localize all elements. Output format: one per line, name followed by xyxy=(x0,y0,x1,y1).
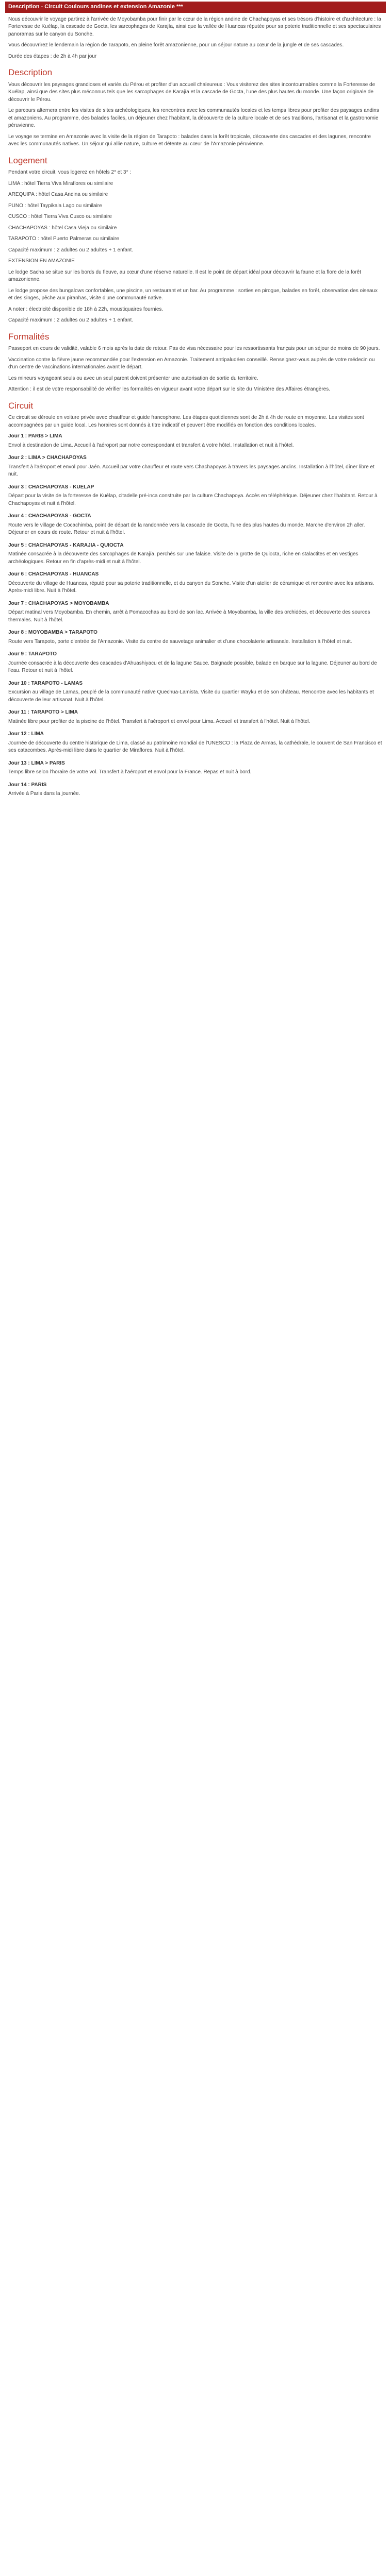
section-title-circuit: Circuit xyxy=(8,400,34,411)
itinerary-day-title: Jour 11 : TARAPOTO > LIMA xyxy=(8,709,78,715)
circuit-intro: Ce circuit se déroule en voiture privée avec chauffeur et guide francophone. Les étapes quotidiennes sont de 2h à 4h de route en moyenne. Les visites sont accompagnées par un guide local. Les horaires sont donnés à titre indicatif et peuvent être modifiés en fonction des conditions locales. xyxy=(8,415,364,428)
intro-block xyxy=(8,16,383,61)
extension-paragraph: Capacité maximum : 2 adultes ou 2 adultes + 1 enfant. xyxy=(8,317,134,324)
itinerary-day xyxy=(8,680,383,704)
logement-paragraph: AREQUIPA : hôtel Casa Andina ou similaire xyxy=(8,192,108,198)
itinerary-day-title: Jour 5 : CHACHAPOYAS - KARAJIA - QUIOCTA xyxy=(8,542,124,548)
description-paragraph: Vous découvrir les paysages grandioses et variés du Pérou et profiter d'un accueil chaleureux : Vous visiterez des sites incontournables comme la Forteresse de Kuélap, ainsi que des sites plus méconnus tels que les sarcophages de Karajía et la cascade de Gocta, l'une des plus hautes du monde. Une façon originale de découvrir le Pérou. xyxy=(8,81,376,103)
itinerary-day xyxy=(8,600,383,624)
formalites-paragraph: Passeport en cours de validité, valable 6 mois après la date de retour. Pas de visa nécessaire pour les ressortissants français pour un séjour de moins de 90 jours. xyxy=(8,346,380,352)
itinerary-day xyxy=(8,454,383,479)
itinerary-day xyxy=(8,760,383,776)
itinerary-day xyxy=(8,571,383,595)
itinerary-day-text: Temps libre selon l'horaire de votre vol. Transfert à l'aéroport et envol pour la France. Repas et nuit à bord. xyxy=(8,769,252,775)
itinerary-day-text: Arrivée à Paris dans la journée. xyxy=(8,791,80,796)
itinerary-day-title: Jour 13 : LIMA > PARIS xyxy=(8,760,65,766)
logement-paragraph: TARAPOTO : hôtel Puerto Palmeras ou similaire xyxy=(8,236,119,242)
itinerary-day-title: Jour 6 : CHACHAPOYAS - HUANCAS xyxy=(8,571,99,577)
itinerary-day xyxy=(8,629,383,646)
formalites-paragraph: Les mineurs voyageant seuls ou avec un seul parent doivent présenter une autorisation de sortie du territoire. xyxy=(8,375,258,381)
extension-paragraph: Le lodge Sacha se situe sur les bords du fleuve, au cœur d'une réserve naturelle. Il est le point de départ idéal pour découvrir la faune et la flore de la forêt amazonienne. xyxy=(8,269,361,283)
page-banner: Description - Circuit Coulours andines et extension Amazonie *** xyxy=(5,2,386,13)
intro-paragraph: Vous découvrirez le lendemain la région de Tarapoto, en pleine forêt amazonienne, pour un séjour nature au cœur de la jungle et de ses cascades. xyxy=(8,42,344,48)
intro-paragraph: Durée des étapes : de 2h à 4h par jour xyxy=(8,53,97,59)
formalites-paragraph: Vaccination contre la fièvre jaune recommandée pour l'extension en Amazonie. Traitement antipaludéen conseillé. Renseignez-vous auprès de votre médecin ou d'un centre de vaccinations internationales avant le départ. xyxy=(8,357,375,370)
itinerary-day-text: Journée de découverte du centre historique de Lima, classé au patrimoine mondial de l'UNESCO : la Plaza de Armas, la cathédrale, le couvent de San Francisco et ses catacombes. Après-midi libre dans le quartier de Miraflores. Nuit à l'hôtel. xyxy=(8,740,382,753)
itinerary-day-text: Route vers Tarapoto, porte d'entrée de l'Amazonie. Visite du centre de sauvetage animalier et d'une chocolaterie artisanale. Installation à l'hôtel et nuit. xyxy=(8,638,352,645)
section-title-formalites: Formalités xyxy=(8,331,50,342)
itinerary-day-title: Jour 10 : TARAPOTO - LAMAS xyxy=(8,680,83,686)
itinerary-day-text: Transfert à l'aéroport et envol pour Jaén. Accueil par votre chauffeur et route vers Chachapoyas à travers les paysages andins. Installation à l'hôtel, dîner libre et nuit. xyxy=(8,464,374,477)
itinerary-day xyxy=(8,709,383,725)
itinerary-day xyxy=(8,513,383,537)
page xyxy=(0,0,391,810)
description-paragraph: Le parcours alternera entre les visites de sites archéologiques, les rencontres avec les communautés locales et les temps libres pour profiter des paysages andins et amazoniens. Au programme, des balades faciles, un déjeuner chez l'habitant, la découverte de la culture locale et de ses traditions, l'artisanat et la gastronomie péruvienne. xyxy=(8,108,379,129)
itinerary-day-text: Découverte du village de Huancas, réputé pour sa poterie traditionnelle, et du canyon du Sonche. Visite d'un atelier de céramique et rencontre avec les artisans. Après-midi libre. Nuit à l'hôtel. xyxy=(8,580,374,594)
logement-paragraph: CUSCO : hôtel Tierra Viva Cusco ou similaire xyxy=(8,214,112,220)
itinerary-list xyxy=(8,433,383,798)
itinerary-day-title: Jour 2 : LIMA > CHACHAPOYAS xyxy=(8,455,87,461)
content xyxy=(0,13,391,810)
logement-paragraph: Pendant votre circuit, vous logerez en hôtels 2* et 3* : xyxy=(8,170,131,176)
itinerary-day-text: Matinée libre pour profiter de la piscine de l'hôtel. Transfert à l'aéroport et envol pour Lima. Accueil et transfert à l'hôtel. Nuit à l'hôtel. xyxy=(8,718,311,724)
logement-paragraph: CHACHAPOYAS : hôtel Casa Vieja ou similaire xyxy=(8,225,117,231)
itinerary-day-title: Jour 4 : CHACHAPOYAS - GOCTA xyxy=(8,513,91,519)
section-title-logement: Logement xyxy=(8,155,47,165)
itinerary-day xyxy=(8,782,383,798)
itinerary-day xyxy=(8,731,383,755)
itinerary-day-text: Matinée consacrée à la découverte des sarcophages de Karajía, perchés sur une falaise. Visite de la grotte de Quiocta, riche en stalactites et en vestiges archéologiques. Retour en fin d'après-midi et nuit à l'hôtel. xyxy=(8,551,359,565)
itinerary-day-text: Route vers le village de Cocachimba, point de départ de la randonnée vers la cascade de Gocta, l'une des plus hautes du monde. Marche d'environ 2h aller. Déjeuner en cours de route. Retour et nuit à l'hôtel. xyxy=(8,522,365,535)
itinerary-day-text: Départ matinal vers Moyobamba. En chemin, arrêt à Pomacochas au bord de son lac. Arrivée à Moyobamba, la ville des orchidées, et découverte des sources thermales. Nuit à l'hôtel. xyxy=(8,609,370,623)
itinerary-day xyxy=(8,651,383,675)
extension-paragraph: EXTENSION EN AMAZONIE xyxy=(8,258,75,264)
extension-block xyxy=(8,258,383,325)
itinerary-day-title: Jour 9 : TARAPOTO xyxy=(8,651,57,657)
itinerary-day xyxy=(8,433,383,449)
logement-paragraph: Capacité maximum : 2 adultes ou 2 adultes + 1 enfant. xyxy=(8,247,134,253)
itinerary-day-title: Jour 1 : PARIS > LIMA xyxy=(8,433,62,439)
itinerary-day-text: Envol à destination de Lima. Accueil à l'aéroport par notre correspondant et transfert à votre hôtel. Installation et nuit à l'hôtel. xyxy=(8,442,294,448)
itinerary-day-text: Excursion au village de Lamas, peuplé de la communauté native Quechua-Lamista. Visite du quartier Wayku et de son château. Rencontre avec les habitants et découverte de leur artisanat. Nuit à l'hôtel. xyxy=(8,689,374,703)
logement-paragraph: LIMA : hôtel Tierra Viva Miraflores ou similaire xyxy=(8,180,113,187)
extension-paragraph: Le lodge propose des bungalows confortables, une piscine, un restaurant et un bar. Au programme : sorties en pirogue, balades en forêt, observation des oiseaux et des singes, pêche aux piranhas, visite d'une communauté native. xyxy=(8,287,378,301)
itinerary-day-title: Jour 7 : CHACHAPOYAS > MOYOBAMBA xyxy=(8,600,109,606)
itinerary-day-title: Jour 3 : CHACHAPOYAS - KUELAP xyxy=(8,484,94,490)
itinerary-day-text: Départ pour la visite de la forteresse de Kuélap, citadelle pré-inca construite par la culture Chachapoya. Accès en téléphérique. Déjeuner chez l'habitant. Retour à Chachapoyas et nuit à l'hôtel. xyxy=(8,493,378,506)
itinerary-day-title: Jour 14 : PARIS xyxy=(8,782,47,788)
itinerary-day-text: Journée consacrée à la découverte des cascades d'Ahuashiyacu et de la lagune Sauce. Baignade possible, balade en barque sur la lagune. Déjeuner au bord de l'eau. Retour et nuit à l'hôtel. xyxy=(8,660,377,673)
section-title-description: Description xyxy=(8,67,53,78)
itinerary-day-title: Jour 12 : LIMA xyxy=(8,731,44,737)
logement-paragraph: PUNO : hôtel Taypikala Lago ou similaire xyxy=(8,202,102,209)
intro-paragraph: Nous découvrir le voyage partirez à l'arrivée de Moyobamba pour finir par le cœur de la région andine de Chachapoyas et ses trésors d'histoire et d'architecture : la Forteresse de Kuélap, la cascade de Gocta, les sarcophages de Karajía, ainsi que la vallée de Huancas réputée pour sa poterie traditionnelle et ses spectaculaires panoramas sur le canyon du Sonche. xyxy=(8,16,381,37)
description-paragraph: Le voyage se termine en Amazonie avec la visite de la région de Tarapoto : balades dans la forêt tropicale, découverte des cascades et des lagunes, rencontre avec les communautés natives. Un séjour qui allie nature, culture et détente au cœur de l'Amazonie péruvienne. xyxy=(8,133,371,147)
formalites-paragraph: Attention : il est de votre responsabilité de vérifier les formalités en vigueur avant votre départ sur le site du Ministère des Affaires étrangères. xyxy=(8,386,331,393)
itinerary-day xyxy=(8,484,383,508)
itinerary-day-title: Jour 8 : MOYOBAMBA > TARAPOTO xyxy=(8,630,97,635)
extension-paragraph: A noter : électricité disponible de 18h à 22h, moustiquaires fournies. xyxy=(8,306,164,312)
itinerary-day xyxy=(8,542,383,566)
